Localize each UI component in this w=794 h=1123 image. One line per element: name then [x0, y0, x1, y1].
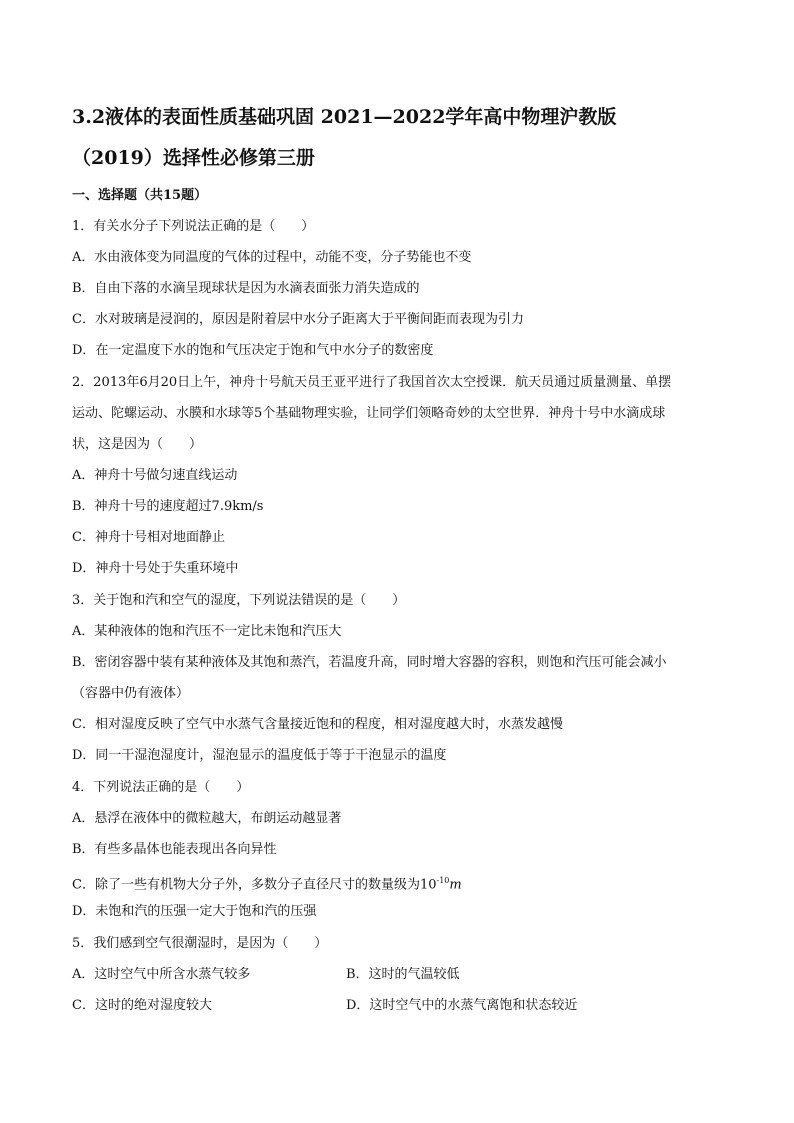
question-3-stem: 3．关于饱和汽和空气的湿度，下列说法错误的是（ ）: [72, 593, 406, 608]
question-5-option-b: B．这时的气温较低: [346, 967, 460, 982]
question-3-option-a: A．某种液体的饱和汽压不一定比未饱和汽压大: [72, 624, 342, 639]
question-5-option-c: C．这时的绝对湿度较大: [72, 998, 212, 1013]
question-4-option-d: D．未饱和汽的压强一定大于饱和汽的压强: [72, 904, 317, 919]
question-1-option-a: A．水由液体变为同温度的气体的过程中，动能不变，分子势能也不变: [72, 250, 472, 265]
question-5-option-d: D．这时空气中的水蒸气离饱和状态较近: [346, 998, 578, 1013]
question-1-option-d: D．在一定温度下水的饱和气压决定于饱和气中水分子的数密度: [72, 343, 434, 358]
question-4-option-c: [72, 871, 462, 895]
document-title-line-1: 3.2液体的表面性质基础巩固 2021—2022学年高中物理沪教版: [72, 106, 617, 128]
question-3-option-c: C．相对湿度反映了空气中水蒸气含量接近饱和的程度，相对湿度越大时，水蒸发越慢: [72, 717, 563, 732]
question-3-option-b-continued: （容器中仍有液体）: [72, 686, 190, 701]
question-2-option-b: B．神舟十号的速度超过7.9km/s: [72, 499, 264, 514]
question-2-option-c: C．神舟十号相对地面静止: [72, 530, 225, 545]
question-2-stem-line-1: 2．2013年6月20日上午，神舟十号航天员王亚平进行了我国首次太空授课．航天员通过质量测量、单摆: [72, 375, 672, 390]
question-4-option-c-unit: m: [449, 877, 462, 893]
question-2-stem-line-2: 运动、陀螺运动、水膜和水球等5个基础物理实验，让同学们领略奇妙的太空世界．神舟十号中水滴成球: [72, 406, 666, 421]
question-2-option-d: D．神舟十号处于失重环境中: [72, 561, 239, 576]
question-2-stem-line-3: 状，这是因为（ ）: [72, 437, 203, 452]
question-3-option-b: B．密闭容器中装有某种液体及其饱和蒸汽，若温度升高，同时增大容器的容积，则饱和汽压可能会减小: [72, 655, 667, 670]
question-4-stem: 4．下列说法正确的是（ ）: [72, 780, 250, 795]
question-4-option-c-exponent: -10: [436, 876, 450, 885]
section-heading: 一、选择题（共15题）: [72, 188, 208, 203]
question-5-stem: 5．我们感到空气很潮湿时，是因为（ ）: [72, 936, 328, 951]
question-1-stem: 1．有关水分子下列说法正确的是（ ）: [72, 219, 315, 234]
question-3-option-d: D．同一干湿泡湿度计，湿泡显示的温度低于等于干泡显示的温度: [72, 748, 447, 763]
document-title-line-2: （2019）选择性必修第三册: [72, 147, 315, 169]
question-2-option-a: A．神舟十号做匀速直线运动: [72, 468, 238, 483]
question-4-option-c-text: C．除了一些有机物大分子外，多数分子直径尺寸的数量级为10: [72, 877, 437, 893]
question-4-option-b: B．有些多晶体也能表现出各向异性: [72, 842, 277, 857]
question-1-option-c: C．水对玻璃是浸润的，原因是附着层中水分子距离大于平衡间距而表现为引力: [72, 312, 524, 327]
question-4-option-a: A．悬浮在液体中的微粒越大，布朗运动越显著: [72, 811, 342, 826]
question-5-option-a: A．这时空气中所含水蒸气较多: [72, 967, 251, 982]
question-1-option-b: B．自由下落的水滴呈现球状是因为水滴表面张力消失造成的: [72, 281, 420, 296]
